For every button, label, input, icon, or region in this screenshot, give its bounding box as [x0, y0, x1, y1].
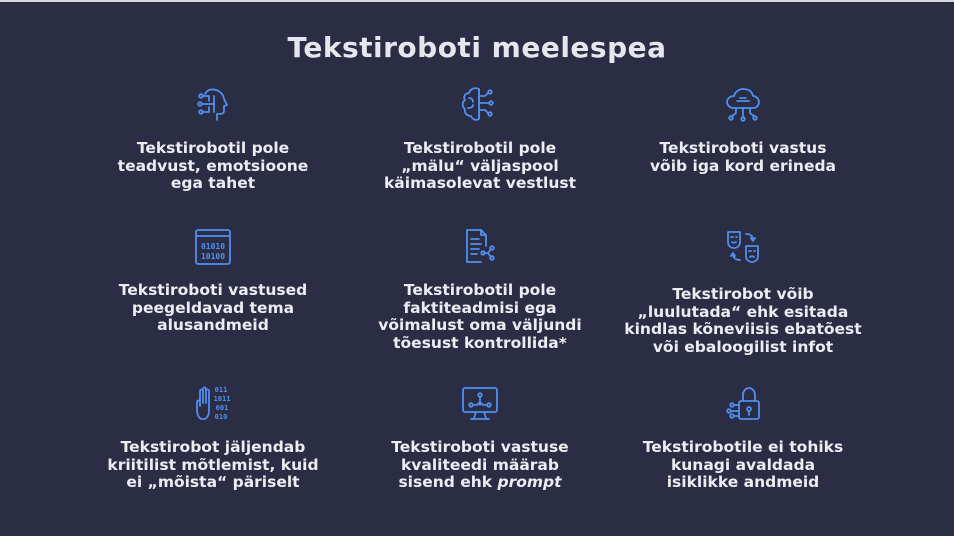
binary-window-icon — [192, 226, 234, 268]
item-answer-varies — [608, 84, 878, 175]
item-text: Tekstirobotil pole faktiteadmisi ega võimalust oma väljundi tõesust kontrollida* — [378, 281, 582, 352]
item-no-consciousness — [78, 84, 348, 192]
two-faces-swap-icon — [722, 226, 764, 268]
svg-text:010: 010 — [214, 413, 228, 421]
brain-head-icon — [192, 84, 234, 126]
item-input-quality — [345, 383, 615, 491]
item-no-personal-data — [608, 383, 878, 491]
document-network-icon — [459, 226, 501, 268]
item-text: Tekstirobotil pole „mälu“ väljaspool käimasolevat vestlust — [384, 139, 576, 192]
binary-hand-icon — [192, 383, 234, 425]
cloud-network-icon — [722, 84, 764, 126]
item-text: Tekstirobot võib „luulutada“ ehk esitada kindlas kõneviisis ebatõest või ebaloogilist infot — [624, 285, 862, 356]
item-no-memory — [345, 84, 615, 192]
svg-text:1011: 1011 — [213, 395, 231, 403]
item-text: Tekstirobotile ei tohiks kunagi avaldada isiklikke andmeid — [642, 438, 844, 491]
lock-network-icon — [722, 383, 764, 425]
item-text: Tekstiroboti vastuse kvaliteedi määrab sisend ehk prompt — [391, 438, 569, 491]
item-text: Tekstiroboti vastus võib iga kord erineda — [649, 139, 837, 175]
monitor-circuit-icon — [459, 383, 501, 425]
svg-text:01010: 01010 — [200, 242, 226, 251]
item-hallucinate — [608, 226, 878, 356]
item-no-facts — [345, 226, 615, 352]
svg-text:001: 001 — [215, 404, 229, 412]
item-critical-thinking — [78, 383, 348, 491]
svg-text:011: 011 — [214, 386, 228, 394]
item-training-data — [78, 226, 348, 334]
item-text: Tekstirobot jäljendab kriitilist mõtlemist, kuid ei „mõista“ päriselt — [107, 438, 319, 491]
svg-text:10100: 10100 — [200, 252, 226, 261]
circuit-brain-icon — [459, 84, 501, 126]
item-text: Tekstirobotil pole teadvust, emotsioone ega tahet — [117, 139, 309, 192]
page-title: Tekstiroboti meelespea — [287, 31, 667, 64]
item-text: Tekstiroboti vastused peegeldavad tema alusandmeid — [118, 281, 308, 334]
top-border — [0, 0, 954, 2]
